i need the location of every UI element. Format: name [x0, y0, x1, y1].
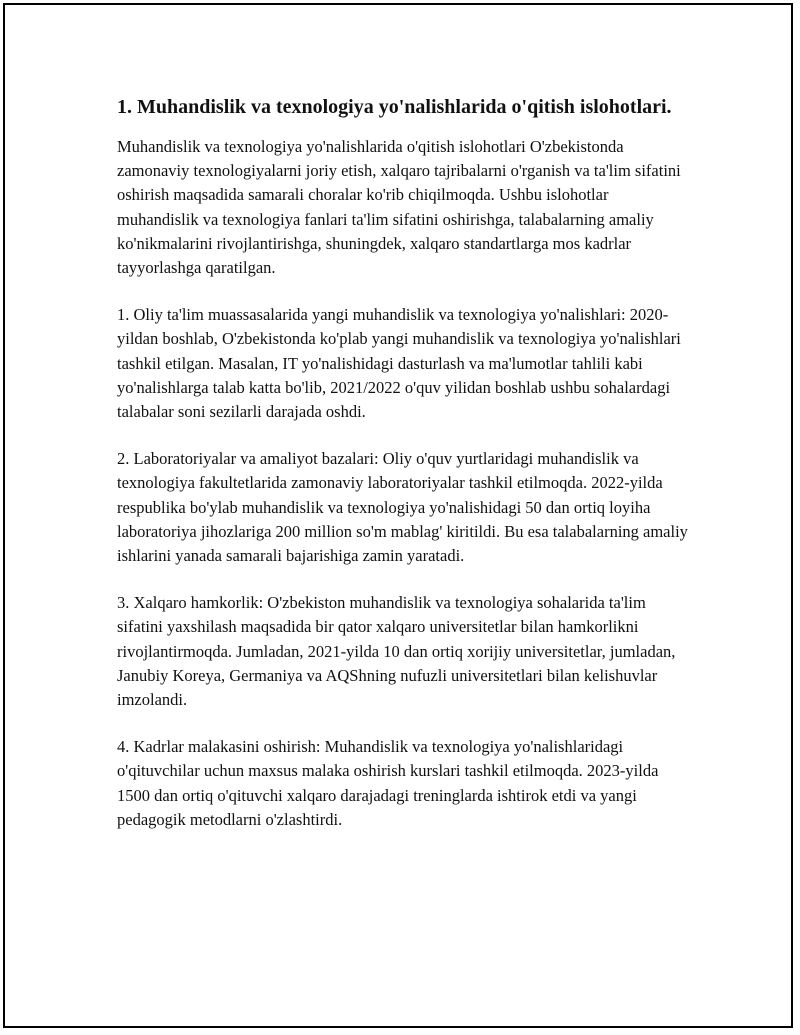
paragraph-intro: Muhandislik va texnologiya yo'nalishlarida o'qitish islohotlari O'zbekistonda zamonaviy texnologiyalarni joriy etish, xalqaro tajribalarni o'rganish va ta'lim sifatini oshirish maqsadida samarali choralar ko'rib chiqilmoqda. Ushbu islohotlar muhandislik va texnologiya fanlari ta'lim sifatini oshirishga, talabalarning amaliy ko'nikmalarini rivojlantirishga, shuningdek, xalqaro standartlarga mos kadrlar tayyorlashga qaratilgan.: [117, 137, 681, 278]
paragraph-item-3: 3. Xalqaro hamkorlik: O'zbekiston muhandislik va texnologiya sohalarida ta'lim sifatini yaxshilash maqsadida bir qator xalqaro universitetlar bilan hamkorlikni rivojlantirmoqda. Jumladan, 2021-yilda 10 dan ortiq xorijiy universitetlar, jumladan, Janubiy Koreya, Germaniya va AQShning nufuzli universitetlari bilan kelishuvlar imzolandi.: [117, 593, 676, 710]
paragraph-item-2: 2. Laboratoriyalar va amaliyot bazalari: Oliy o'quv yurtlaridagi muhandislik va texnologiya fakultetlarida zamonaviy laboratoriyalar tashkil etilmoqda. 2022-yilda respublika bo'ylab muhandislik va texnologiya yo'nalishidagi 50 dan ortiq loyiha laboratoriya jihozlariga 200 million so'm mablag' kiritildi. Bu esa talabalarning amaliy ishlarini yanada samarali bajarishiga zamin yaratadi.: [117, 449, 688, 566]
document-title: 1. Muhandislik va texnologiya yo'nalishlarida o'qitish islohotlari.: [117, 96, 672, 118]
paragraph-item-1: 1. Oliy ta'lim muassasalarida yangi muhandislik va texnologiya yo'nalishlari: 2020-yildan boshlab, O'zbekistonda ko'plab yangi muhandislik va texnologiya yo'nalishlari tashkil etilgan. Masalan, IT yo'nalishidagi dasturlash va ma'lumotlar tahlili kabi yo'nalishlarga talab katta bo'lib, 2021/2022 o'quv yilidan boshlab ushbu sohalardagi talabalar soni sezilarli darajada oshdi.: [117, 305, 681, 422]
document-body: [117, 93, 689, 855]
paragraph-item-4: 4. Kadrlar malakasini oshirish: Muhandislik va texnologiya yo'nalishlaridagi o'qituvchilar uchun maxsus malaka oshirish kurslari tashkil etilmoqda. 2023-yilda 1500 dan ortiq o'qituvchi xalqaro darajadagi treninglarda ishtirok etdi va yangi pedagogik metodlarni o'zlashtirdi.: [117, 737, 659, 829]
